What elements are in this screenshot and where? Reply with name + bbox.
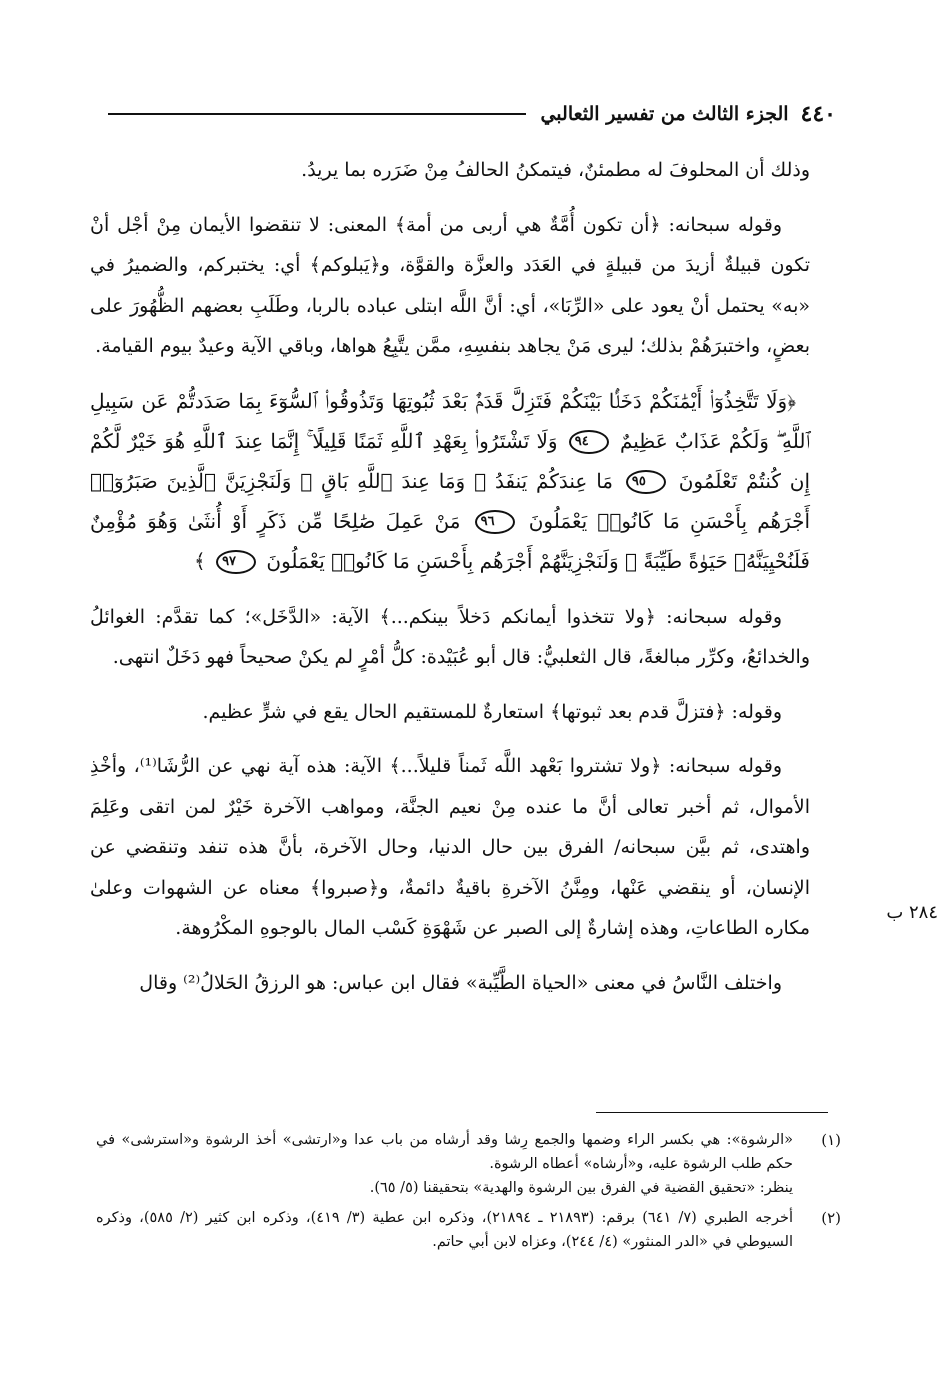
quran-verse-text: مَا عِندَكُمْ يَنفَدُ ۖ وَمَا عِندَ ٱللَّهِ بَاقٍ ۗ وَلَنَجْزِيَنَّ ٱلَّذِينَ صَبَرُوٓا۟ أَجْرَهُم بِأَحْسَنِ مَا كَانُوا۟ يَعْمَلُونَ	[90, 468, 811, 533]
footnote-line: ينظر: «تحقيق القضية في الفرق بين الرشوة والهدية» بتحقيقنا (٥/ ٦٥).	[369, 1180, 793, 1196]
page-number: ٤٤٠	[800, 101, 836, 127]
quran-verses-block	[90, 381, 810, 581]
quran-verse-text: ﴿وَلَا تَتَّخِذُوٓا۟ أَيْمَٰنَكُمْ دَخَلًۢا بَيْنَكُمْ فَتَزِلَّ قَدَمٌۢ بَعْدَ ثُبُوتِهَا وَتَذُوقُوا۟ ٱلسُّوٓءَ بِمَا صَدَدتُّمْ عَن سَبِيلِ ٱللَّهِ ۖ وَلَكُمْ عَذَابٌ عَظِيمٌ	[90, 388, 811, 453]
quran-closing-bracket: ﴾	[193, 548, 206, 573]
footnote-number: (١)	[821, 1131, 841, 1149]
footnote	[96, 1128, 841, 1200]
footnote-line: أخرجه الطبري (٧/ ٦٤١) برقم: (٢١٨٩٣ ـ ٢١٨٩٤)، وذكره ابن عطية (٣/ ٤١٩)، وذكره ابن كثير (٢/ ٥٨٥)، وذكره السيوطي في «الدر المنثور» (٤/ ٢٤٤)، وعزاه لابن أبي حاتم.	[96, 1210, 794, 1250]
paragraph: وقوله سبحانه: ﴿ولا تشتروا بَعْهد اللَّه ثَمناً قليلاً...﴾ الآية: هذه آية نهي عن الرُّشَا⁽¹⁾، وأخْذِ الأموال، ثم أخبر تعالى أنَّ ما عنده مِنْ نعيم الجنَّة، ومواهب الآخرة خَيْرٌ لمن اتقى وعَلِمَ واهتدى، ثم بيَّن سبحانه/ الفرق بين حال الدنيا، وحال الآخرة، بأنَّ هذه تنفد وتنقضي عن الإنسان، أو ينقضي عَنْها، ومِنَّنُ الآخرةِ باقيةٌ دائمةٌ، و﴿صبروا﴾ معناه عن الشهوات وعلىٰ مكاره الطاعاتِ، وهذه إشارةٌ إلى الصبر عن شَهْوَةِ كَسْب المال بالوجوهِ المكْرُوهة.	[90, 755, 810, 939]
footnote-body	[96, 1206, 793, 1254]
paragraph: وذلك أن المحلوفَ له مطمئنٌ، فيتمكنُ الحالفُ مِنْ ضَرَره بما يريدُ.	[301, 159, 810, 181]
ayah-number-marker: ٩٦	[475, 510, 515, 534]
quran-verse-text: مَنْ عَمِلَ صَٰلِحًا مِّن ذَكَرٍ أَوْ أُنثَىٰ وَهُوَ مُؤْمِنٌ فَلَنُحْيِيَنَّهُۥ حَيَوٰةً طَيِّبَةً ۖ وَلَنَجْزِيَنَّهُمْ أَجْرَهُم بِأَحْسَنِ مَا كَانُوا۟ يَعْمَلُونَ	[90, 508, 810, 573]
paragraph: وقوله سبحانه: ﴿أن تكون أُمَّةٌ هي أربى من أمة﴾ المعنى: لا تنقضوا الأيمان مِنْ أجْل أنْ تكون قبيلةٌ أزيدَ من قبيلةٍ في العَدَد والعزَّة والقوَّة، و﴿يَبلوكم﴾ أي: يختبركم، والضميرُ في «به» يحتمل أنْ يعود على «الرِّبَا»، أي: أنَّ اللَّه ابتلى عباده بالربا، وطَلَبِ بعضهم الظُّهُورَ على بعضٍ، واختبرَهُمْ بذلك؛ ليرى مَنْ يجاهد بنفسِهِ، ممَّن يتَّبِعُ هواها، وباقي الآية وعيدٌ بيوم القيامة.	[90, 213, 810, 357]
ayah-number-marker: ٩٥	[626, 470, 666, 494]
page-header	[108, 98, 836, 130]
margin-folio-note: ٢٨٤ ب	[886, 902, 938, 923]
quran-verse-text: وَلَا تَشْتَرُوا۟ بِعَهْدِ ٱللَّهِ ثَمَنًا قَلِيلًا ۚ إِنَّمَا عِندَ ٱللَّهِ هُوَ خَيْرٌ لَّكُمْ إِن كُنتُمْ تَعْلَمُونَ	[90, 428, 811, 493]
body-text	[90, 150, 810, 1017]
footnotes	[96, 1128, 841, 1260]
ayah-number-marker: ٩٧	[216, 550, 256, 574]
ayah-number-marker: ٩٤	[569, 430, 609, 454]
paragraph: وقوله: ﴿فتزلَّ قدم بعد ثبوتها﴾ استعارةٌ للمستقيم الحال يقع في شرٍّ عظيم.	[202, 700, 782, 723]
footnote-separator	[596, 1112, 828, 1113]
header-rule	[108, 113, 526, 115]
footnote-body	[96, 1128, 793, 1200]
footnote-number: (٢)	[821, 1209, 841, 1227]
paragraph: واختلف النَّاسُ في معنى «الحياة الطَّيِّبة» فقال ابن عباس: هو الرزقُ الحَلالُ⁽²⁾ وقال	[139, 971, 782, 994]
running-title: الجزء الثالث من تفسير الثعالبي	[540, 103, 789, 125]
footnote-line: «الرشوة»: هي بكسر الراء وضمها والجمع رِشا وقد أرشاه من باب عدا و«ارتشى» أخذ الرشوة و«استرشى» في حكم طلب الرشوة عليه، و«أرشاه» أعطاه الرشوة.	[96, 1132, 793, 1172]
footnote	[96, 1206, 841, 1254]
paragraph: وقوله سبحانه: ﴿ولا تتخذوا أيمانكم دَخلاً بينكم...﴾ الآية: «الدَّخَل»؛ كما تقدَّم: الغوائلُ والخدائعُ، وكرِّر مبالغةً، قال الثعلبيُّ: قال أبو عُبَيْدة: كلُّ أمْرٍ لم يكنْ صحيحاً فهو دَخَلٌ انتهى.	[90, 605, 810, 668]
